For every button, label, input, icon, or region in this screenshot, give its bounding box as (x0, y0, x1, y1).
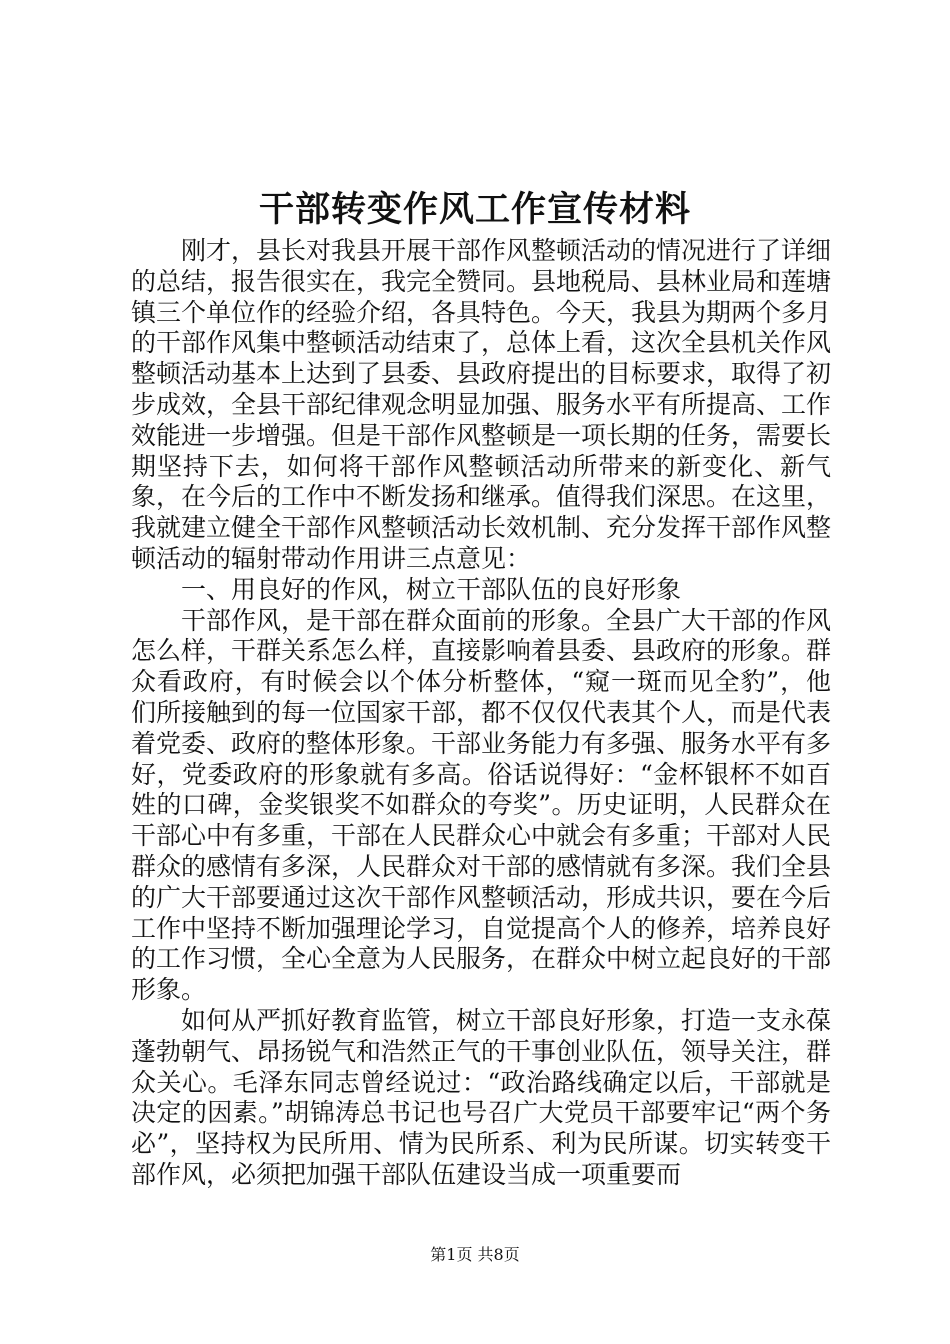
page-footer: 第1页 共8页 (430, 1245, 520, 1264)
paragraph-intro: 刚才，县长对我县开展干部作风整顿活动的情况进行了详细的总结，报告很实在，我完全赞同。县地税局、县林业局和莲塘镇三个单位作的经验介绍，各具特色。今天，我县为期两个多月的干部作风集中整顿活动结束了，总体上看，这次全县机关作风整顿活动基本上达到了县委、县政府提出的目标要求，取得了初步成效，全县干部纪律观念明显加强、服务水平有所提高、工作效能进一步增强。但是干部作风整顿是一项长期的任务，需要长期坚持下去，如何将干部作风整顿活动所带来的新变化、新气象，在今后的工作中不断发扬和继承。值得我们深思。在这里，我就建立健全干部作风整顿活动长效机制、充分发挥干部作风整顿活动的辐射带动作用讲三点意见： (131, 236, 832, 573)
document-body (131, 236, 831, 1191)
paragraph-section-1: 干部作风，是干部在群众面前的形象。全县广大干部的作风怎么样，干群关系怎么样，直接影响着县委、县政府的形象。群众看政府，有时候会以个体分析整体，“窥一斑而见全豹”，他们所接触到的每一位国家干部，都不仅仅代表其个人，而是代表着党委、政府的整体形象。干部业务能力有多强、服务水平有多好，党委政府的形象就有多高。俗话说得好：“金杯银杯不如百姓的口碑，金奖银奖不如群众的夸奖”。历史证明，人民群众在干部心中有多重，干部在人民群众心中就会有多重；干部对人民群众的感情有多深，人民群众对干部的感情就有多深。我们全县的广大干部要通过这次干部作风整顿活动，形成共识，要在今后工作中坚持不断加强理论学习，自觉提高个人的修养，培养良好的工作习惯，全心全意为人民服务，在群众中树立起良好的干部形象。 (131, 605, 832, 1005)
section-heading-1: 一、用良好的作风，树立干部队伍的良好形象 (181, 574, 682, 604)
page-title: 干部转变作风工作宣传材料 (258, 189, 691, 230)
paragraph-section-1-continued: 如何从严抓好教育监管，树立干部良好形象，打造一支永葆蓬勃朝气、昂扬锐气和浩然正气的干事创业队伍，领导关注，群众关心。毛泽东同志曾经说过：“政治路线确定以后，干部就是决定的因素。”胡锦涛总书记也号召广大党员干部要牢记“两个务必”，坚持权为民所用、情为民所系、利为民所谋。切实转变干部作风，必须把加强干部队伍建设当成一项重要而 (131, 1005, 832, 1189)
